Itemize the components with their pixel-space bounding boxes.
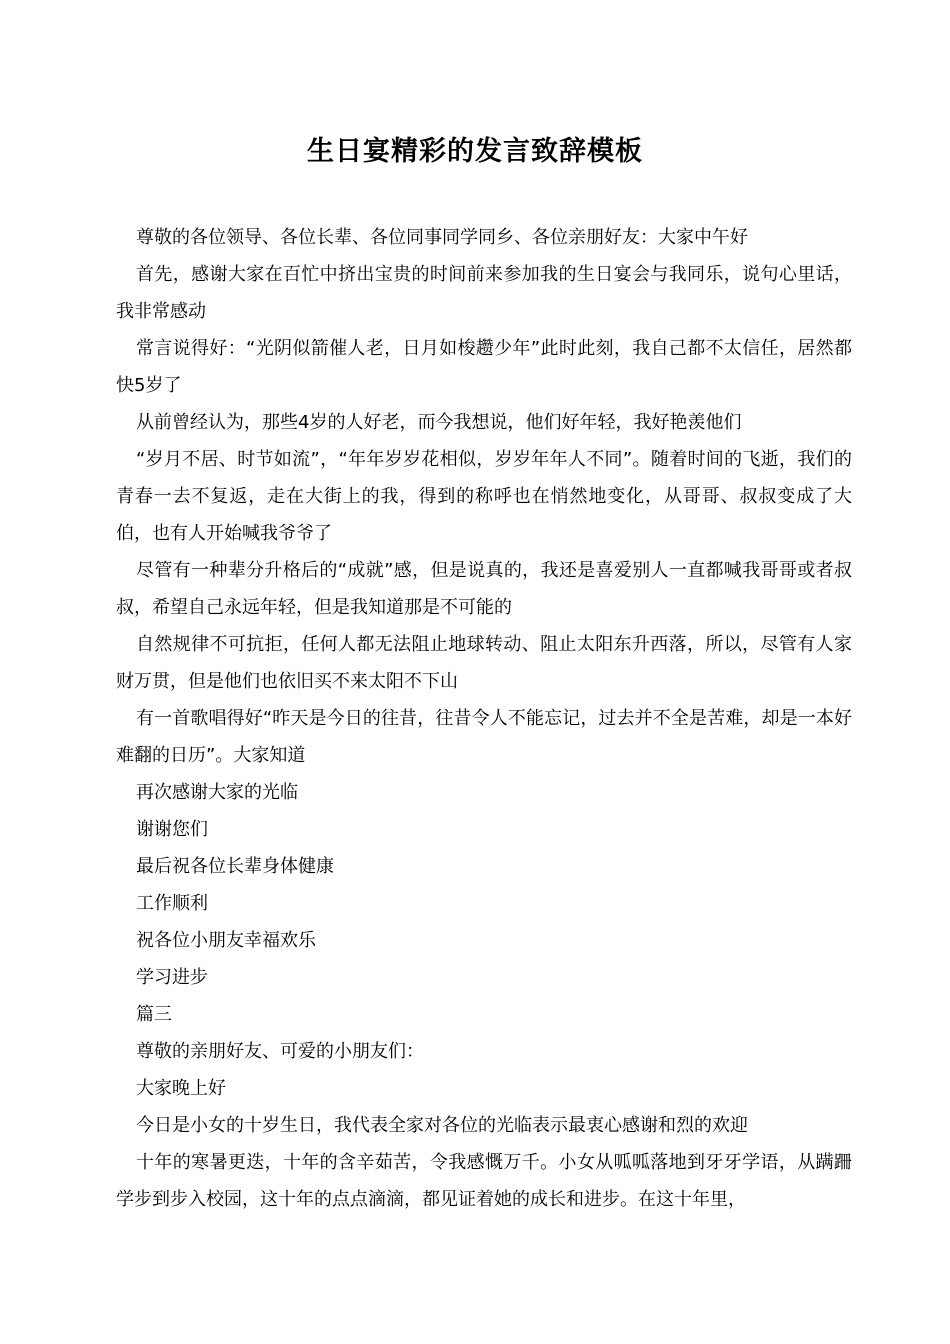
paragraph: 常言说得好：“光阴似箭催人老，日月如梭趱少年”此时此刻，我自己都不太信任，居然都快5岁了 (116, 338, 852, 396)
paragraph: 自然规律不可抗拒，任何人都无法阻止地球转动、阻止太阳东升西落，所以，尽管有人家财万贯，但是他们也依旧买不来太阳不下山 (116, 634, 852, 692)
paragraph: 尊敬的各位领导、各位长辈、各位同事同学同乡、各位亲朋好友：大家中午好 (136, 227, 748, 248)
paragraph: 再次感谢大家的光临 (136, 782, 298, 803)
paragraph: 尽管有一种辈分升格后的“成就”感，但是说真的，我还是喜爱别人一直都喊我哥哥或者叔叔，希望自己永远年轻，但是我知道那是不可能的 (116, 560, 852, 618)
paragraph: “岁月不居、时节如流”，“年年岁岁花相似，岁岁年年人不同”。随着时间的飞逝，我们的青春一去不复返，走在大街上的我，得到的称呼也在悄然地变化，从哥哥、叔叔变成了大伯，也有人开始喊我爷爷了 (116, 449, 852, 544)
section-heading: 篇三 (136, 1004, 172, 1025)
paragraph: 从前曾经认为，那些4岁的人好老，而今我想说，他们好年轻，我好艳羡他们 (136, 412, 742, 433)
paragraph: 尊敬的亲朋好友、可爱的小朋友们： (136, 1041, 424, 1062)
paragraph: 最后祝各位长辈身体健康 (136, 856, 334, 877)
paragraph: 祝各位小朋友幸福欢乐 (136, 930, 316, 951)
paragraph: 今日是小女的十岁生日，我代表全家对各位的光临表示最衷心感谢和烈的欢迎 (136, 1115, 748, 1136)
document-body (116, 219, 852, 1218)
paragraph: 工作顺利 (136, 893, 208, 914)
paragraph: 谢谢您们 (136, 819, 208, 840)
document-title: 生日宴精彩的发言致辞模板 (307, 136, 643, 167)
paragraph: 首先，感谢大家在百忙中挤出宝贵的时间前来参加我的生日宴会与我同乐，说句心里话，我非常感动 (116, 264, 852, 322)
paragraph: 大家晚上好 (136, 1078, 226, 1099)
paragraph: 有一首歌唱得好“昨天是今日的往昔，往昔令人不能忘记，过去并不全是苦难，却是一本好难翻的日历”。大家知道 (116, 708, 852, 766)
paragraph: 学习进步 (136, 967, 208, 988)
paragraph: 十年的寒暑更迭，十年的含辛茹苦，令我感慨万千。小女从呱呱落地到牙牙学语，从蹒跚学步到步入校园，这十年的点点滴滴，都见证着她的成长和进步。在这十年里， (116, 1152, 852, 1210)
